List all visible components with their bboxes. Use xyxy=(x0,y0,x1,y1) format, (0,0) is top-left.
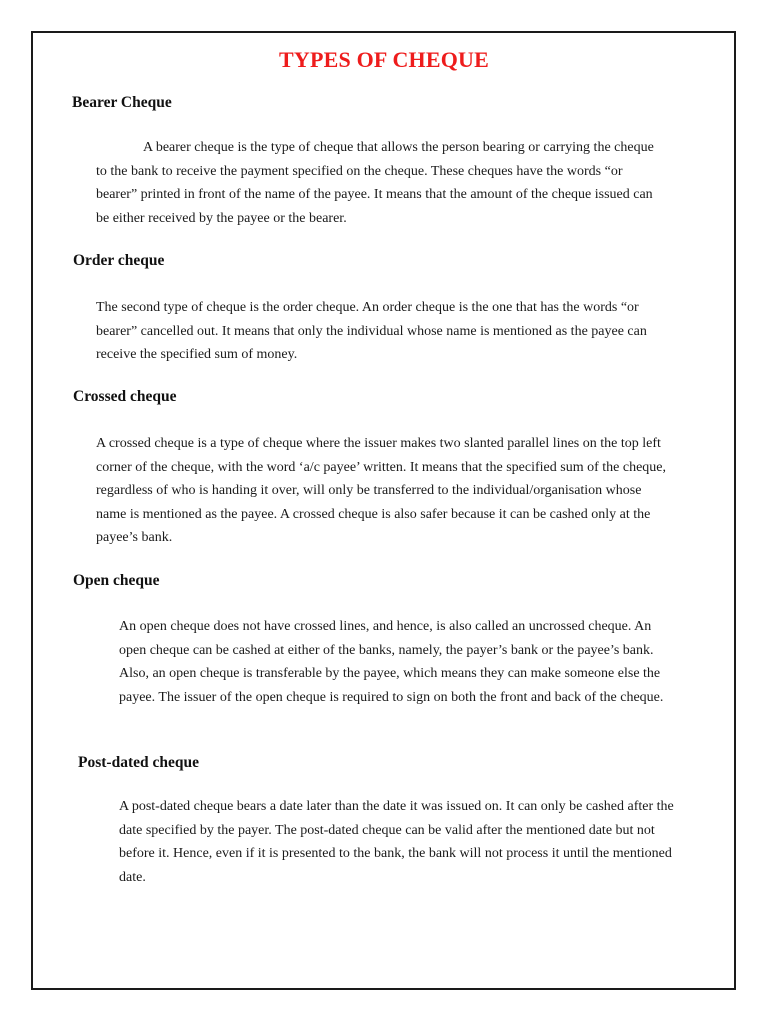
heading-order-cheque: Order cheque xyxy=(73,252,165,269)
paragraph-order-cheque: The second type of cheque is the order cheque. An order cheque is the one that has the words “or bearer” cancelled out. It means that only the individual whose name is mentioned as the payee can receive the specified sum of money. xyxy=(96,300,647,362)
heading-open-cheque: Open cheque xyxy=(73,572,160,589)
heading-crossed-cheque: Crossed cheque xyxy=(73,388,177,405)
page-title: TYPES OF CHEQUE xyxy=(279,47,489,72)
heading-bearer-cheque: Bearer Cheque xyxy=(72,94,172,111)
paragraph-bearer-cheque: A bearer cheque is the type of cheque that allows the person bearing or carrying the cheque to the bank to receive the payment specified on the cheque. These cheques have the words “or bearer” printed in front of the name of the payee. It means that the amount of the cheque issued can be either received by the payee or the bearer. xyxy=(96,140,654,226)
paragraph-open-cheque: An open cheque does not have crossed lines, and hence, is also called an uncrossed cheque. An open cheque can be cashed at either of the banks, namely, the payer’s bank or the payee’s bank. Also, an open cheque is transferable by the payee, which means they can make someone else the payee. The issuer of the open cheque is required to sign on both the front and back of the cheque. xyxy=(119,619,664,705)
heading-post-dated-cheque: Post-dated cheque xyxy=(78,754,199,771)
paragraph-post-dated-cheque: A post-dated cheque bears a date later than the date it was issued on. It can only be cashed after the date specified by the payer. The post-dated cheque can be valid after the mentioned date but not before it. Hence, even if it is presented to the bank, the bank will not process it until the mentioned date. xyxy=(119,799,674,885)
paragraph-crossed-cheque: A crossed cheque is a type of cheque where the issuer makes two slanted parallel lines on the top left corner of the cheque, with the word ‘a/c payee’ written. It means that the specified sum of the cheque, regardless of who is handing it over, will only be transferred to the individual/organisation whose name is mentioned as the payee. A crossed cheque is also safer because it can be cashed only at the payee’s bank. xyxy=(96,436,667,545)
